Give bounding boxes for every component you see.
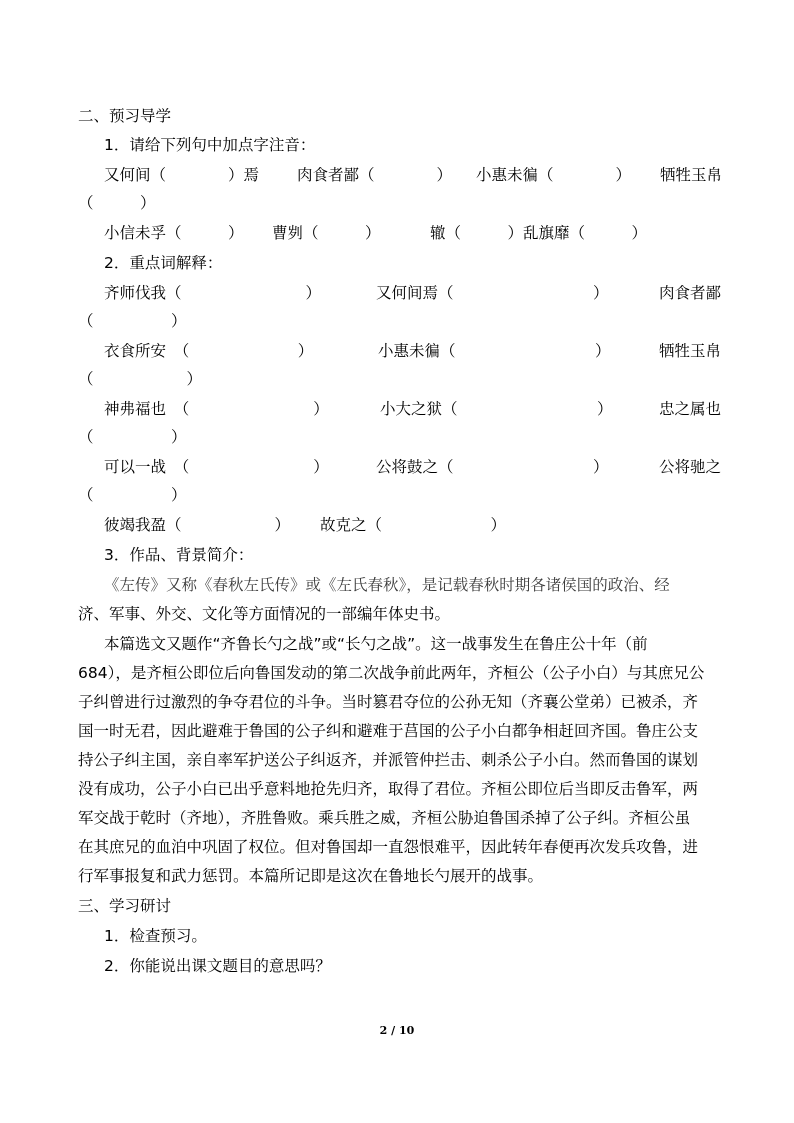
background-paragraph-line: 持公子纠主国，亲自率军护送公子纠返齐，并派管仲拦击、刺杀公子小白。然而鲁国的谋划 — [78, 751, 699, 769]
q2-item: 齐师伐我（ ） — [104, 284, 322, 302]
page-number: 2 / 10 — [379, 1024, 415, 1037]
q2-item: 神弗福也 （ ） — [104, 400, 329, 418]
q2-item: 忠之属也 — [659, 400, 722, 418]
q1-item: 辙（ ）乱旗靡（ ） — [430, 224, 648, 242]
q2-item-cont: （ ） — [78, 486, 187, 504]
background-paragraph-line: 国一时无君，因此避难于鲁国的公子纠和避难于莒国的公子小白都争相赶回齐国。鲁庄公支 — [78, 722, 699, 740]
q2-item: 故克之（ ） — [320, 516, 507, 534]
q2-item: 又何间焉（ ） — [376, 284, 609, 302]
background-paragraph-line: 684），是齐桓公即位后向鲁国发动的第二次战争前此两年，齐桓公（公子小白）与其庶兄公 — [78, 664, 705, 682]
q2-item: 小惠未徧（ ） — [378, 342, 611, 360]
q2-title: 2．重点词解释： — [104, 254, 223, 272]
q2-item: 肉食者鄙 — [659, 284, 722, 302]
q2-item: 可以一战 （ ） — [104, 458, 329, 476]
q2-item-cont: （ ） — [78, 312, 187, 330]
background-paragraph-line: 在其庶兄的血泊中巩固了权位。但对鲁国却一直怨恨难平，因此转年春便再次发兵攻鲁，进 — [78, 838, 699, 856]
q3-title: 3．作品、背景简介： — [104, 546, 254, 564]
q2-item: 彼竭我盈（ ） — [104, 516, 291, 534]
q1-item: 肉食者鄙（ ） — [297, 166, 453, 184]
q1-item: 又何间（ ）焉 — [104, 166, 260, 184]
section-2-heading: 二、预习导学 — [78, 107, 172, 125]
q2-item: 衣食所安 （ ） — [104, 342, 314, 360]
background-paragraph-line: 子纠曾进行过激烈的争夺君位的斗争。当时篡君夺位的公孙无知（齐襄公堂弟）已被杀，齐 — [78, 693, 699, 711]
q2-item: 公将鼓之（ ） — [376, 458, 609, 476]
background-paragraph-line: 没有成功，公子小白已出乎意料地抢先归齐，取得了君位。齐桓公即位后当即反击鲁军，两 — [78, 780, 699, 798]
q1-item-cont: （ ） — [78, 194, 156, 212]
section-3-heading: 三、学习研讨 — [78, 897, 172, 915]
background-paragraph-line: 行军事报复和武力惩罚。本篇所记即是这次在鲁地长勺展开的战事。 — [78, 867, 544, 885]
q1-item: 小惠未徧（ ） — [476, 166, 632, 184]
q1-item: 牺牲玉帛 — [660, 166, 723, 184]
background-paragraph-line: 本篇选文又题作“齐鲁长勺之战”或“长勺之战”。这一战事发生在鲁庄公十年（前 — [104, 635, 648, 653]
background-paragraph-line: 军交战于乾时（齐地），齐胜鲁败。乘兵胜之威，齐桓公胁迫鲁国杀掉了公子纠。齐桓公虽 — [78, 809, 691, 827]
q1-title: 1．请给下列句中加点字注音： — [104, 136, 316, 154]
q2-item: 小大之狱（ ） — [380, 400, 613, 418]
section-3-item: 2．你能说出课文题目的意思吗？ — [104, 957, 331, 975]
q1-item: 曹刿（ ） — [272, 224, 381, 242]
q1-item: 小信未孚（ ） — [104, 224, 244, 242]
section-3-item: 1．检查预习。 — [104, 927, 207, 945]
q2-item-cont: （ ） — [78, 428, 187, 446]
intro-paragraph-line: 济、军事、外交、文化等方面情况的一部编年体史书。 — [78, 605, 451, 623]
q2-item: 牺牲玉帛 — [659, 342, 722, 360]
q2-item-cont: （ ） — [78, 370, 203, 388]
q2-item: 公将驰之 — [659, 458, 722, 476]
intro-paragraph-line: 《左传》又称《春秋左氏传》或《左氏春秋》，是记载春秋时期各诸侯国的政治、经 — [104, 576, 670, 594]
